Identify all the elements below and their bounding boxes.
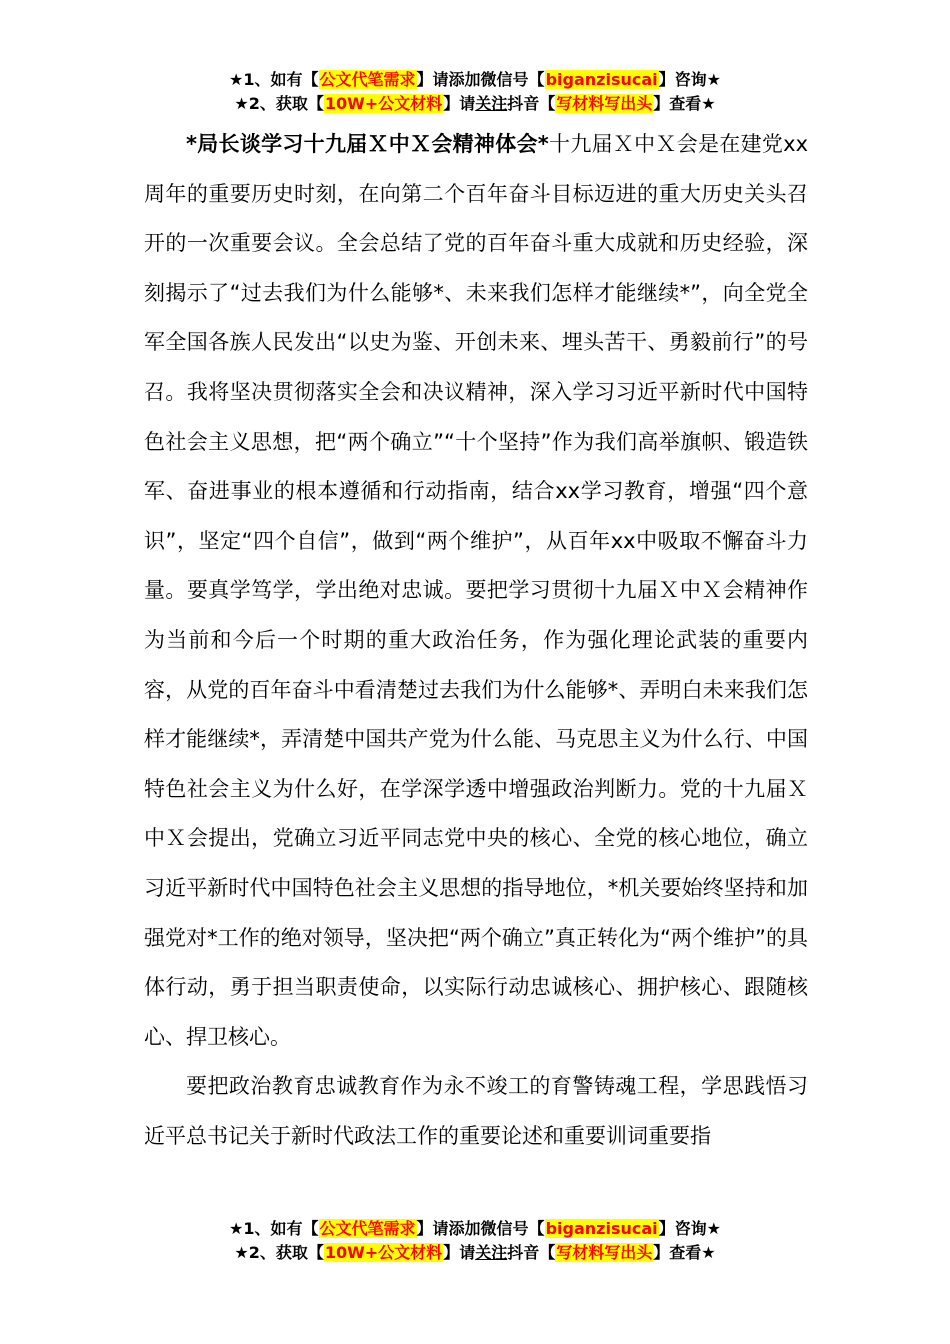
banner-emphasis: 关注 xyxy=(475,1243,508,1262)
footer-banner xyxy=(0,1217,950,1265)
banner-line-2 xyxy=(0,1241,950,1265)
banner-highlight-wechat: biganzisucai xyxy=(545,1219,658,1238)
banner-line-2 xyxy=(0,92,950,116)
banner-text: 微信号【 xyxy=(480,1219,545,1238)
paragraph-2: 要把政治教育忠诚教育作为永不竣工的育警铸魂工程，学思践悟习近平总书记关于新时代政法工作的重要论述和重要训词重要指 xyxy=(144,1074,808,1148)
banner-highlight-wechat: biganzisucai xyxy=(545,70,658,89)
banner-text: 】请 xyxy=(416,1219,449,1238)
banner-text: 】咨询★ xyxy=(658,70,721,89)
banner-text: 】请 xyxy=(443,1243,476,1262)
banner-text: ★1、如有【 xyxy=(229,70,319,89)
document-body xyxy=(144,120,808,1161)
banner-text: ★2、获取【 xyxy=(234,94,324,113)
banner-text: 】查看★ xyxy=(653,1243,716,1262)
banner-text: 抖音【 xyxy=(507,1243,556,1262)
banner-highlight-douyin: 写材料写出头 xyxy=(556,1243,653,1262)
banner-highlight: 10W+公文材料 xyxy=(324,94,443,113)
paragraph-1-text: 十九届Ｘ中Ｘ会是在建党xx周年的重要历史时刻，在向第二个百年奋斗目标迈进的重大历史关头召开的一次重要会议。全会总结了党的百年奋斗重大成就和历史经验，深刻揭示了“过去我们为什么能够*、未来我们怎样才能继续*”，向全党全军全国各族人民发出“以史为鉴、开创未来、埋头苦干、勇毅前行”的号召。我将坚决贯彻落实全会和决议精神，深入学习习近平新时代中国特色社会主义思想，把“两个确立”“十个坚持”作为我们高举旗帜、锻造铁军、奋进事业的根本遵循和行动指南，结合xx学习教育，增强“四个意识”，坚定“四个自信”，做到“两个维护”，从百年xx中吸取不懈奋斗力量。要真学笃学，学出绝对忠诚。要把学习贯彻十九届Ｘ中Ｘ会精神作为当前和今后一个时期的重大政治任务，作为强化理论武装的重要内容，从党的百年奋斗中看清楚过去我们为什么能够*、弄明白未来我们怎样才能继续*，弄清楚中国共产党为什么能、马克思主义为什么行、中国特色社会主义为什么好，在学深学透中增强政治判断力。党的十九届Ｘ中Ｘ会提出，党确立习近平同志党中央的核心、全党的核心地位，确立习近平新时代中国特色社会主义思想的指导地位，*机关要始终坚持和加强党对*工作的绝对领导，坚决把“两个确立”真正转化为“两个维护”的具体行动，勇于担当职责使命，以实际行动忠诚核心、拥护核心、跟随核心、捍卫核心。 xyxy=(144,132,809,1049)
banner-emphasis: 添加 xyxy=(448,70,481,89)
document-title: *局长谈学习十九届Ｘ中Ｘ会精神体会* xyxy=(186,132,549,156)
banner-text: ★2、获取【 xyxy=(234,1243,324,1262)
banner-emphasis: 关注 xyxy=(475,94,508,113)
banner-text: 】咨询★ xyxy=(658,1219,721,1238)
banner-line-1 xyxy=(0,1217,950,1241)
paragraph-1 xyxy=(144,120,808,1062)
banner-highlight-douyin: 写材料写出头 xyxy=(556,94,653,113)
banner-text: 】查看★ xyxy=(653,94,716,113)
banner-text: 】请 xyxy=(416,70,449,89)
banner-highlight: 10W+公文材料 xyxy=(324,1243,443,1262)
banner-emphasis: 添加 xyxy=(448,1219,481,1238)
banner-text: 微信号【 xyxy=(480,70,545,89)
banner-text: ★1、如有【 xyxy=(229,1219,319,1238)
banner-highlight: 公文代笔需求 xyxy=(319,70,416,89)
header-banner xyxy=(0,68,950,116)
banner-highlight: 公文代笔需求 xyxy=(319,1219,416,1238)
banner-text: 抖音【 xyxy=(507,94,556,113)
banner-text: 】请 xyxy=(443,94,476,113)
banner-line-1 xyxy=(0,68,950,92)
